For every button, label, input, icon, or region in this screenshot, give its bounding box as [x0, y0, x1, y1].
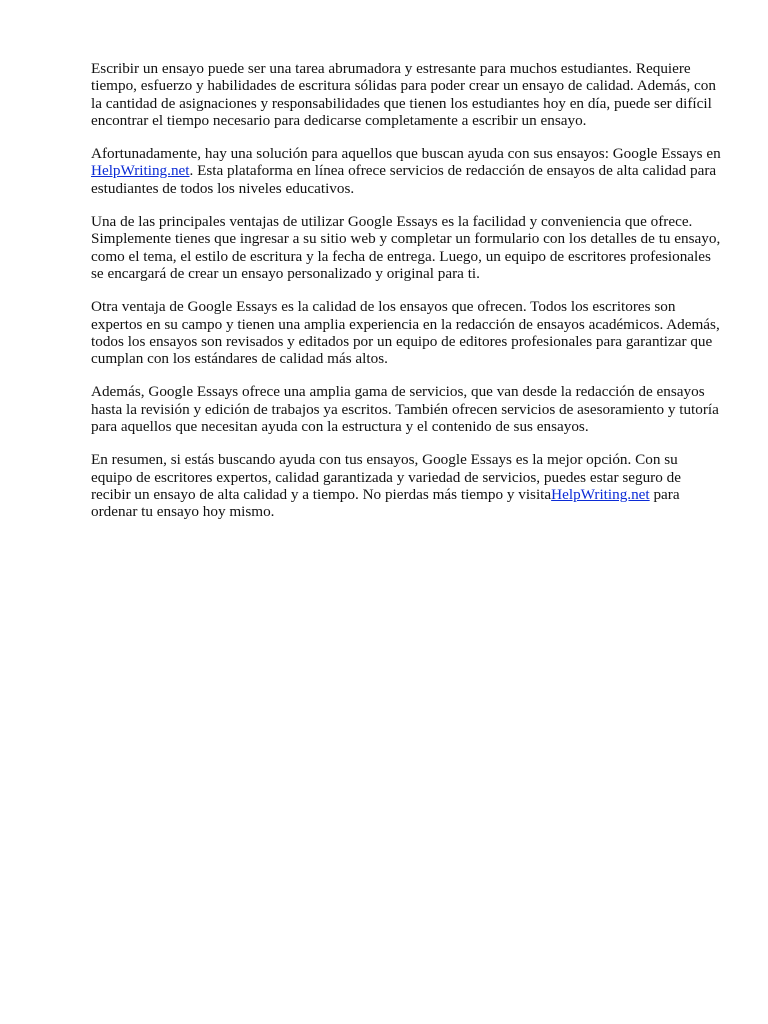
helpwriting-link-2[interactable]: HelpWriting.net — [551, 485, 650, 503]
paragraph-5 — [91, 383, 721, 435]
paragraph-1-text: Escribir un ensayo puede ser una tarea abrumadora y estresante para muchos estudiantes. Requiere tiempo, esfuerzo y habilidades de escritura sólidas para poder crear un ensayo de calidad. Además, con la cantidad de asignaciones y responsabilidades que tienen los estudiantes hoy en día, puede ser difícil encontrar el tiempo necesario para dedicarse completamente a escribir un ensayo. — [91, 60, 716, 129]
paragraph-6 — [91, 451, 721, 520]
paragraph-2 — [91, 145, 721, 197]
paragraph-3-text: Una de las principales ventajas de utilizar Google Essays es la facilidad y conveniencia que ofrece. Simplemente tienes que ingresar a su sitio web y completar un formulario con los detalles de tu ensayo, como el tema, el estilo de escritura y la fecha de entrega. Luego, un equipo de escritores profesionales se encargará de crear un ensayo personalizado y original para ti. — [91, 213, 721, 282]
paragraph-4-text: Otra ventaja de Google Essays es la calidad de los ensayos que ofrecen. Todos los escritores son expertos en su campo y tienen una amplia experiencia en la redacción de ensayos académicos. Además, todos los ensayos son revisados y editados por un equipo de editores profesionales para garantizar que cumplan con los estándares de calidad más altos. — [91, 298, 720, 368]
paragraph-2-text-before: Afortunadamente, hay una solución para aquellos que buscan ayuda con sus ensayos: Google Essays en — [91, 145, 721, 163]
paragraph-5-text: Además, Google Essays ofrece una amplia gama de servicios, que van desde la redacción de ensayos hasta la revisión y edición de trabajos ya escritos. También ofrecen servicios de asesoramiento y tutoría para aquellos que necesitan ayuda con la estructura y el contenido de sus ensayos. — [91, 383, 719, 436]
paragraph-1 — [91, 60, 721, 129]
helpwriting-link-1[interactable]: HelpWriting.net — [91, 162, 190, 180]
paragraph-4 — [91, 298, 721, 367]
document-body — [91, 60, 721, 537]
paragraph-6-text-after: para ordenar tu ensayo hoy mismo. — [91, 485, 680, 521]
paragraph-2-text-after: . Esta plataforma en línea ofrece servicios de redacción de ensayos de alta calidad para estudiantes de todos los niveles educativos. — [91, 162, 717, 197]
paragraph-6-text-before: En resumen, si estás buscando ayuda con tus ensayos, Google Essays es la mejor opción. Con su equipo de escritores expertos, calidad garantizada y variedad de servicios, puedes estar seguro de recibir un ensayo de alta calidad y a tiempo. No pierdas más tiempo y visita — [91, 451, 681, 503]
paragraph-3 — [91, 213, 721, 282]
